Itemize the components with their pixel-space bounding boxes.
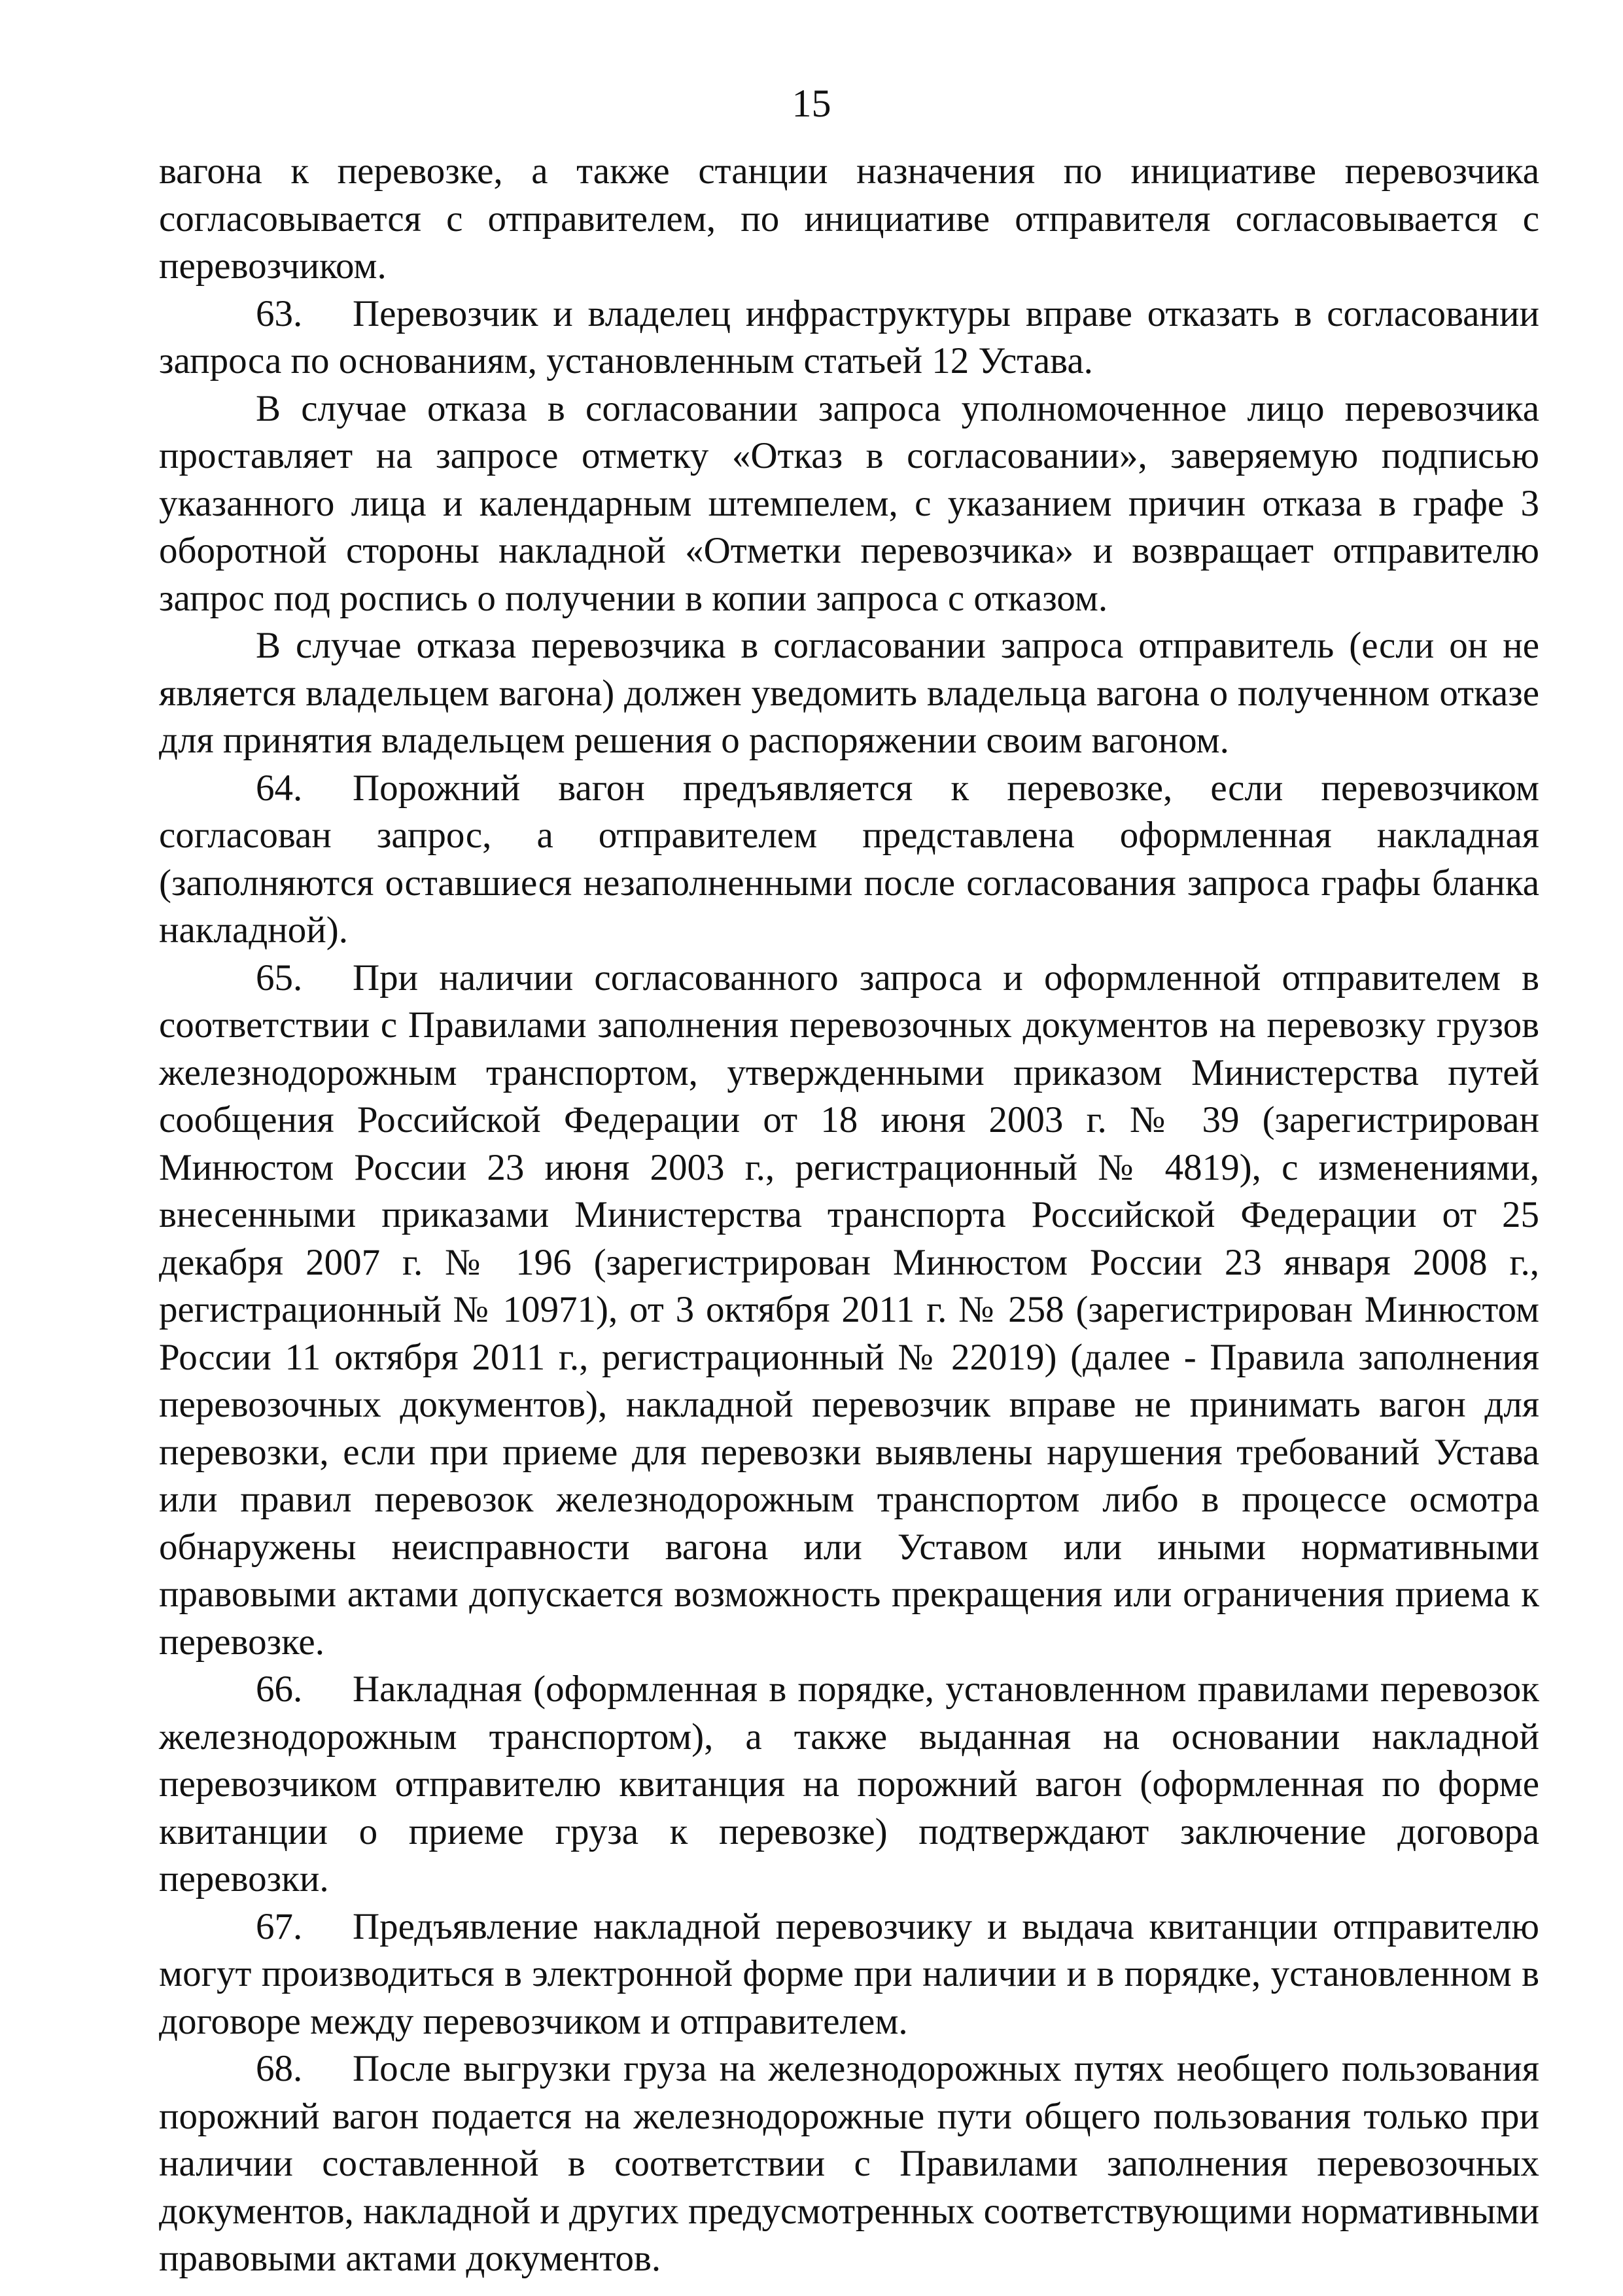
paragraph-text: При наличии согласованного запроса и оформленной отправителем в соответствии с Правилами заполнения перевозочных документов на перевозку грузов железнодорожным транспортом, утвержденными приказом Министерства путей сообщения Российской Федерации от 18 июня 2003 г. № 39 (зарегистрирован Минюстом России 23 июня 2003 г., регистрационный № 4819), с изменениями, внесенными приказами Министерства транспорта Российской Федерации от 25 декабря 2007 г. № 196 (зарегистрирован Минюстом России 23 января 2008 г., регистрационный № 10971), от 3 октября 2011 г. № 258 (зарегистрирован Минюстом России 11 октября 2011 г., регистрационный № 22019) (далее - Правила заполнения перевозочных документов), накладной перевозчик вправе не принимать вагон для перевозки, если при приеме для перевозки выявлены нарушения требований Устава или правил перевозок железнодорожным транспортом либо в процессе осмотра обнаружены неисправности вагона или Уставом или иными нормативными правовыми актами допускается возможность прекращения или ограничения приема к перевозке. [159,957,1539,1663]
paragraph-number: 68. [256,2048,303,2089]
paragraph-number: 64. [256,767,303,809]
paragraph-continuation [159,148,1539,291]
page-number: 15 [792,82,831,125]
paragraph-number: 67. [256,1905,303,1947]
paragraph-text: Порожний вагон предъявляется к перевозке, если перевозчиком согласован запрос, а отправителем представлена оформленная накладная (заполняются оставшиеся незаполненными после согласования запроса графы бланка накладной). [159,767,1539,951]
paragraph-text: Перевозчик и владелец инфраструктуры вправе отказать в согласовании запроса по основаниям, установленным статьей 12 Устава. [159,292,1539,381]
paragraph-65 [159,955,1539,1667]
paragraph-text: После выгрузки груза на железнодорожных путях необщего пользования порожний вагон подается на железнодорожные пути общего пользования только при наличии составленной в соответствии с Правилами заполнения перевозочных документов, накладной и других предусмотренных соответствующими нормативными правовыми актами документов. [159,2048,1539,2279]
document-body [159,148,1539,2283]
paragraph-number: 65. [256,957,303,998]
paragraph-63 [159,291,1539,385]
paragraph-text: Предъявление накладной перевозчику и выдача квитанции отправителю могут производиться в электронной форме при наличии и в порядке, установленном в договоре между перевозчиком и отправителем. [159,1905,1539,2042]
paragraph-text: В случае отказа перевозчика в согласовании запроса отправитель (если он не является владельцем вагона) должен уведомить владельца вагона о полученном отказе для принятия владельцем решения о распоряжении своим вагоном. [159,625,1539,761]
paragraph-63-owner-notice [159,622,1539,765]
paragraph-text: вагона к перевозке, а также станции назначения по инициативе перевозчика согласовывается с отправителем, по инициативе отправителя согласовывается с перевозчиком. [159,150,1539,287]
paragraph-text: В случае отказа в согласовании запроса уполномоченное лицо перевозчика проставляет на запросе отметку «Отказ в согласовании», заверяемую подписью указанного лица и календарным штемпелем, с указанием причин отказа в графе 3 оборотной стороны накладной «Отметки перевозчика» и возвращает отправителю запрос под роспись о получении в копии запроса с отказом. [159,387,1539,619]
paragraph-66 [159,1666,1539,1903]
paragraph-text: Накладная (оформленная в порядке, установленном правилами перевозок железнодорожным транспортом), а также выданная на основании накладной перевозчиком отправителю квитанция на порожний вагон (оформленная по форме квитанции о приеме груза к перевозке) подтверждают заключение договора перевозки. [159,1669,1539,1899]
paragraph-number: 66. [256,1669,303,1710]
paragraph-number: 63. [256,292,303,334]
paragraph-64 [159,765,1539,955]
paragraph-63-refusal [159,385,1539,623]
paragraph-68 [159,2045,1539,2283]
paragraph-67 [159,1903,1539,2046]
